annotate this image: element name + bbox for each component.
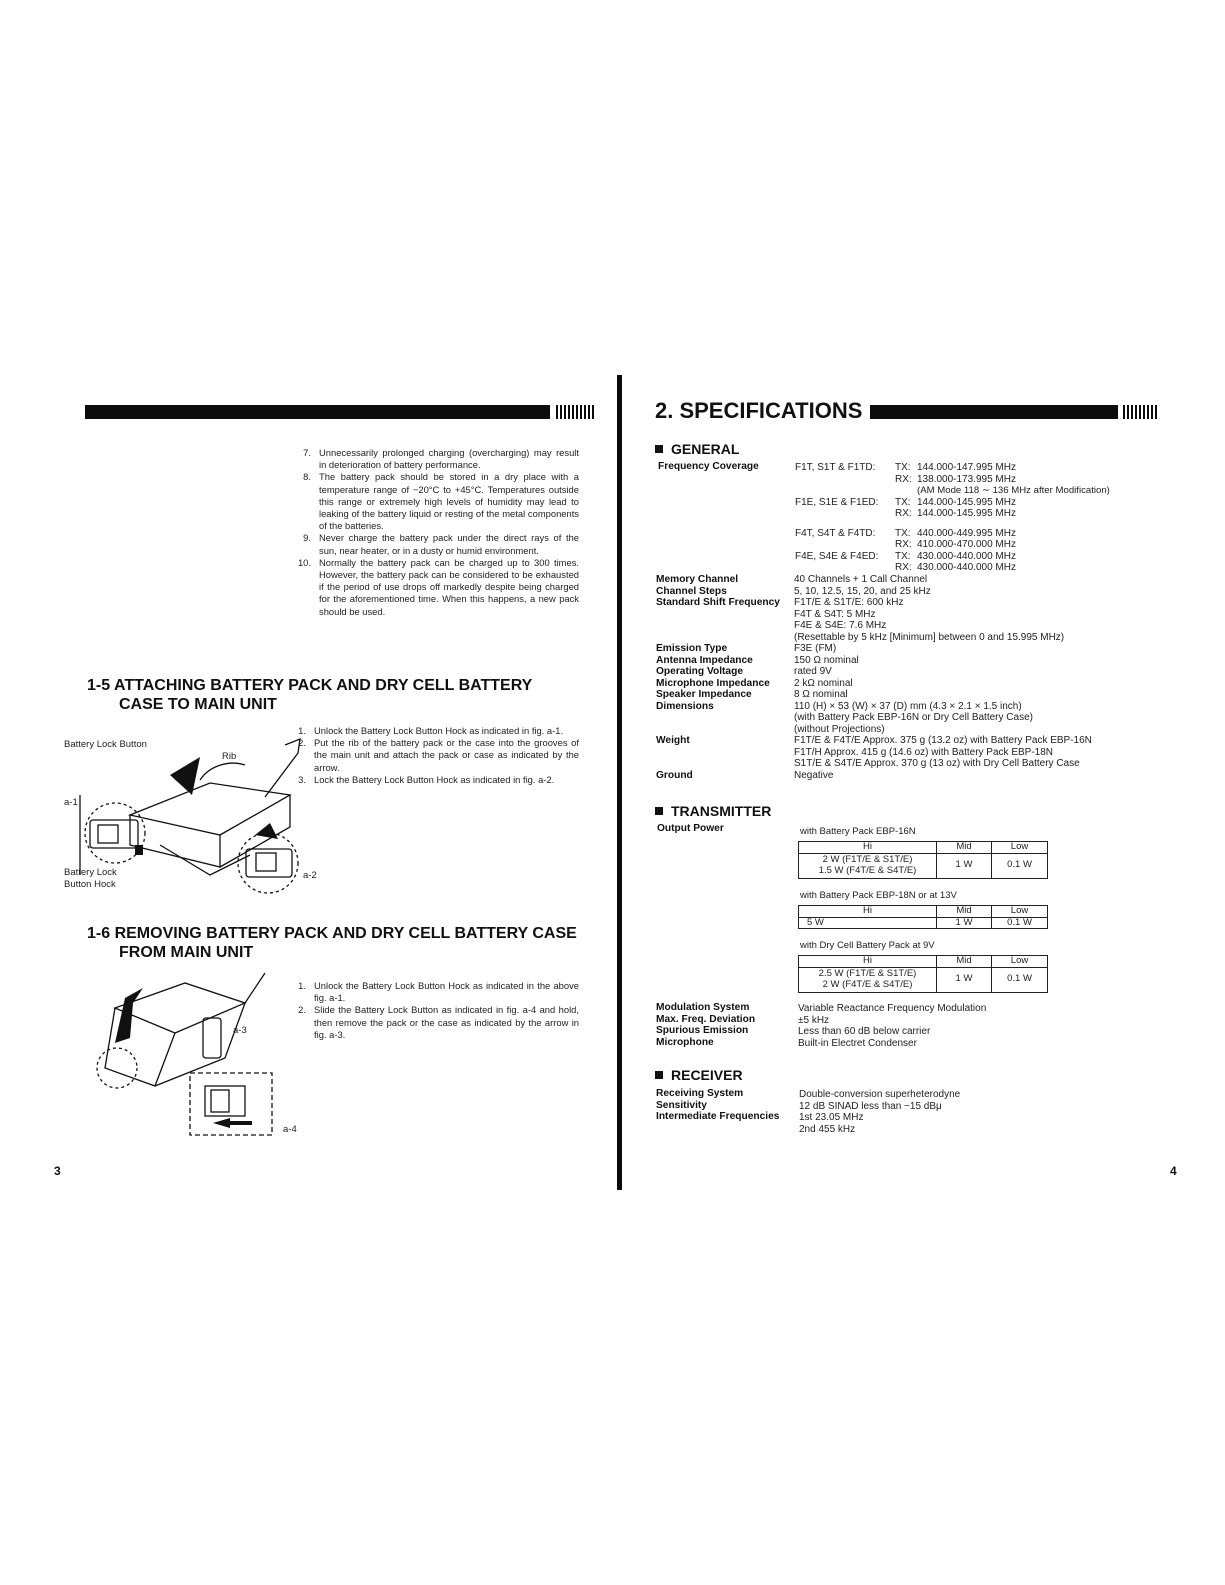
power-table-2-caption: with Battery Pack EBP-18N or at 13V bbox=[800, 890, 957, 901]
a-3-label: a-3 bbox=[233, 1025, 247, 1036]
battery-lock-button-label: Battery Lock Button bbox=[64, 739, 147, 750]
receiver-spec-labels: Receiving System Sensitivity Intermediate Frequencies bbox=[656, 1088, 780, 1122]
note-item: 10. Normally the battery pack can be charged up to 300 times. However, the battery pack can be considered to be exhausted if the period of use drops off markedly despite being charged for the aforementioned time. When this happens, a new pack should be used. bbox=[297, 556, 579, 617]
note-item: 7. Unnecessarily prolonged charging (overcharging) may result in deterioration of battery performance. bbox=[303, 447, 579, 471]
antenna-impedance-label: Antenna Impedance bbox=[656, 654, 753, 666]
step-item: 1. Unlock the Battery Lock Button Hock as indicated in the above fig. a-1. bbox=[298, 980, 579, 1004]
power-table-2: Hi Mid Low 5 W 1 W 0.1 W bbox=[798, 905, 1048, 929]
step-item: 1. Unlock the Battery Lock Button Hock as indicated in fig. a-1. bbox=[298, 725, 564, 736]
shift-label: Standard Shift Frequency bbox=[656, 597, 780, 608]
step-item: 2. Slide the Battery Lock Button as indicated in fig. a-4 and hold, then remove the pack or the case as indicated by the arrow in fig. a-3. bbox=[298, 1004, 579, 1040]
section-1-6-title: 1-6 REMOVING BATTERY PACK AND DRY CELL BATTERY CASE FROM MAIN UNIT bbox=[87, 925, 577, 961]
general-spec-values: 40 Channels + 1 Call Channel 5, 10, 12.5, 15, 20, and 25 kHz F1T/E & S1T/E: 600 kHz F4T & S4T: 5 MHz F4E & S4E: 7.6 MHz (Resettable by 5 kHz [Minimum] between 0 and 15.995 MHz) F3E (FM) 150 Ω nominal rated 9V 2 kΩ nominal 8 Ω nominal 110 (H) × 53 (W) × 37 (D) mm (4.3 × 2.1 × 1.5 inch) (with Battery Pack EBP-16N or Dry Cell Battery Case) (without Projections) F1T/E & F4T/E Approx. 375 g (13.2 oz) with Battery Pack EBP-16N F1T/H Approx. 415 g (14.6 oz) with Battery Pack EBP-18N S1T/E & S4T/E Approx. 370 g (13 oz) with Dry Cell Battery Case Negative bbox=[794, 574, 1092, 781]
emission-type-label: Emission Type bbox=[656, 643, 728, 654]
header-ticks-right bbox=[1123, 405, 1159, 419]
section-1-5-title: 1-5 ATTACHING BATTERY PACK AND DRY CELL BATTERY CASE TO MAIN UNIT bbox=[87, 677, 533, 713]
receiver-spec-values: Double-conversion superheterodyne 12 dB SINAD less than −15 dBμ 1st 23.05 MHz 2nd 455 kHz bbox=[799, 1089, 961, 1135]
rib-label: Rib bbox=[222, 751, 237, 762]
specifications-heading: 2. SPECIFICATIONS bbox=[655, 398, 863, 423]
note-item: 8. The battery pack should be stored in a dry place with a temperature range of −20°C to +45°C. Temperatures outside this range or extremely high levels of humidity may lead to leaking of the battery liquid or resting of the metal components of the batteries. bbox=[303, 471, 579, 532]
note-item: 9. Never charge the battery pack under the direct rays of the sun, near heater, or in a dusty or humid environment. bbox=[303, 532, 579, 556]
a-4-label: a-4 bbox=[283, 1124, 297, 1135]
power-table-3: Hi Mid Low 2.5 W (F1T/E & S1T/E) 2 W (F4T/E & S4T/E) 1 W 0.1 W bbox=[798, 955, 1048, 993]
a-1-label: a-1 bbox=[64, 797, 78, 808]
memory-channel-label: Memory Channel bbox=[656, 574, 739, 585]
speaker-impedance-label: Speaker Impedance bbox=[656, 689, 752, 700]
operating-voltage-label: Operating Voltage bbox=[656, 666, 743, 677]
transmitter-heading: TRANSMITTER bbox=[655, 803, 771, 819]
transmitter-spec-values: Variable Reactance Frequency Modulation ±5 kHz Less than 60 dB below carrier Built-in Electret Condenser bbox=[798, 1003, 987, 1049]
page-number-right: 4 bbox=[1170, 1164, 1177, 1178]
power-table-3-caption: with Dry Cell Battery Pack at 9V bbox=[800, 940, 935, 951]
mic-impedance-label: Microphone Impedance bbox=[656, 677, 770, 689]
page-number-left: 3 bbox=[54, 1164, 61, 1178]
transmitter-spec-labels: Modulation System Max. Freq. Deviation Spurious Emission Microphone bbox=[656, 1002, 756, 1048]
header-bar-left bbox=[85, 405, 550, 419]
frequency-coverage-values: F1T, S1T & F1TD: TX: 144.000-147.995 MHz RX: 138.000-173.995 MHz (AM Mode 118 ∼ 136 MHz after Modification) F1E, S1E & F1ED: TX: 144.000-145.995 MHz RX: 144.000-145.995 MHz F4T, S4T & F4TD: TX: 440.000-449.995 MHz RX: 410.000-470.000 MHz F4E, S4E & F4ED: TX: 430.000-440.000 MHz RX: 430.000-440.000 MHz bbox=[795, 462, 1110, 573]
power-table-1-caption: with Battery Pack EBP-16N bbox=[800, 826, 916, 837]
frequency-coverage-label: Frequency Coverage bbox=[658, 461, 759, 472]
remove-battery-figure bbox=[95, 968, 285, 1143]
general-spec-labels bbox=[656, 574, 796, 781]
output-power-label: Output Power bbox=[657, 823, 724, 834]
hock-label: Battery Lock Button Hock bbox=[64, 867, 117, 890]
section-1-6-steps bbox=[292, 980, 579, 1041]
weight-label: Weight bbox=[656, 735, 690, 746]
power-table-1: Hi Mid Low 2 W (F1T/E & S1T/E) 1.5 W (F4T/E & S4T/E) 1 W 0.1 W bbox=[798, 841, 1048, 879]
dimensions-label: Dimensions bbox=[656, 700, 714, 712]
channel-steps-label: Channel Steps bbox=[656, 585, 727, 597]
general-heading: GENERAL bbox=[655, 441, 739, 457]
header-bar-right bbox=[870, 405, 1118, 419]
section-1-5-steps bbox=[292, 725, 579, 786]
page-divider bbox=[617, 375, 622, 1190]
step-item: 3. Lock the Battery Lock Button Hock as indicated in fig. a-2. bbox=[298, 773, 555, 785]
ground-label: Ground bbox=[656, 769, 693, 781]
step-item: 2. Put the rib of the battery pack or the case into the grooves of the main unit and attach the pack or case as indicated by the arrow. bbox=[298, 737, 579, 773]
a-2-label: a-2 bbox=[303, 870, 317, 881]
receiver-heading: RECEIVER bbox=[655, 1067, 743, 1083]
battery-notes-list bbox=[297, 447, 579, 618]
header-ticks-left bbox=[556, 405, 596, 419]
